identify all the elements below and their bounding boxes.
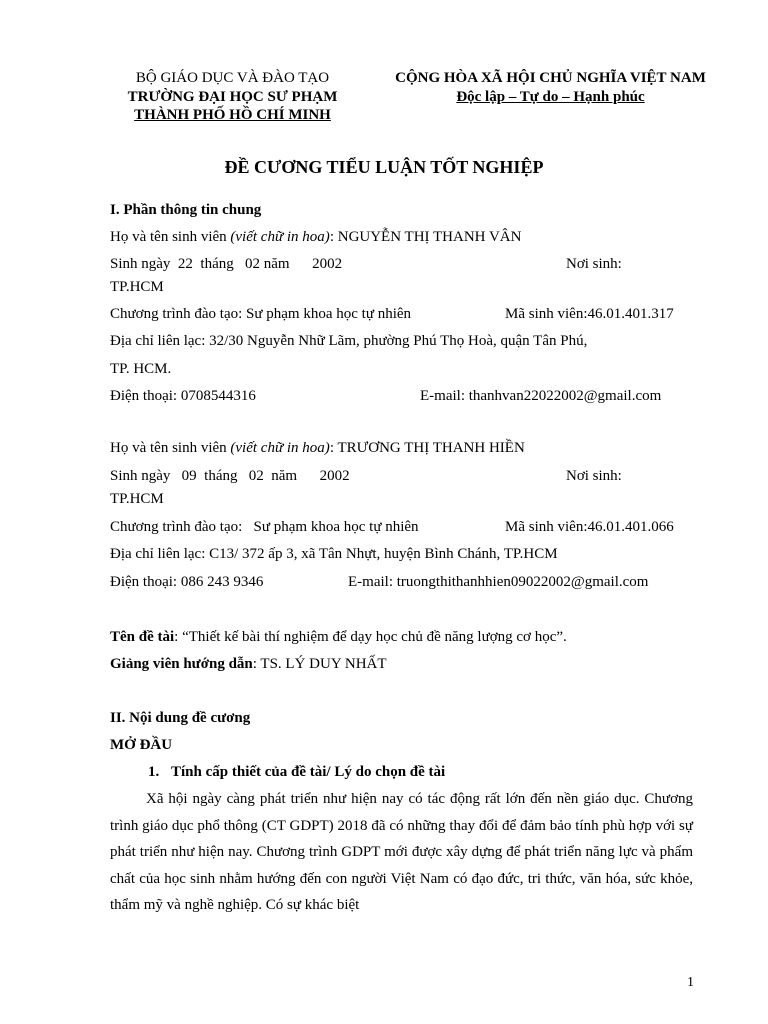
- student1-address-line2: TP. HCM.: [110, 361, 172, 377]
- topic-line: [110, 628, 567, 646]
- student1-program: Chương trình đào tạo: Sư phạm khoa học tự nhiên: [110, 306, 412, 322]
- student2-address: Địa chỉ liên lạc: C13/ 372 ấp 3, xã Tân Nhựt, huyện Bình Chánh, TP.HCM: [110, 546, 558, 562]
- student2-email: E-mail: truongthithanhhien09022002@gmail.com: [348, 574, 649, 590]
- advisor-label: Giảng viên hướng dẫn: [110, 656, 253, 672]
- topic-label: Tên đề tài: [110, 629, 175, 645]
- advisor-line: [110, 655, 387, 673]
- student1-name-hint: (viết chữ in hoa): [230, 229, 330, 245]
- student2-name-hint: (viết chữ in hoa): [230, 440, 330, 456]
- section2-heading: II. Nội dung đề cương: [110, 710, 251, 726]
- student1-name-line: [110, 228, 521, 246]
- university-name-line1: TRƯỜNG ĐẠI HỌC SƯ PHẠM: [127, 89, 338, 105]
- student1-id: Mã sinh viên:46.01.401.317: [505, 306, 674, 322]
- ministry-name: BỘ GIÁO DỤC VÀ ĐÀO TẠO: [135, 70, 330, 86]
- national-motto-text: Độc lập – Tự do – Hạnh phúc: [456, 89, 645, 105]
- student1-phone: Điện thoại: 0708544316: [110, 388, 256, 404]
- student1-name-value: : NGUYỄN THỊ THANH VÂN: [329, 229, 522, 245]
- student1-address-line1: Địa chỉ liên lạc: 32/30 Nguyễn Nhữ Lãm, phường Phú Thọ Hoà, quận Tân Phú,: [110, 333, 588, 349]
- university-name-line2-text: THÀNH PHỐ HỒ CHÍ MINH: [134, 107, 331, 123]
- introduction-heading: MỞ ĐẦU: [110, 737, 173, 753]
- body-paragraph: Xã hội ngày càng phát triển như hiện nay có tác động rất lớn đến nền giáo dục. Chương trình giáo dục phổ thông (CT GDPT) 2018 đã có những thay đổi để đảm bảo tính phù hợp với sự phát triển như hiện nay. Chương trình GDPT mới được xây dựng để phát triển năng lực và phẩm chất của học sinh nhằm hướng đến con người Việt Nam có đạo đức, tri thức, văn hóa, sức khỏe, thẩm mỹ và nghề nghiệp. Có sự khác biệt: [110, 791, 693, 913]
- student2-program: Chương trình đào tạo: Sư phạm khoa học tự nhiên: [110, 519, 419, 535]
- page-number: 1: [687, 975, 694, 990]
- student2-birthplace-label: Nơi sinh:: [566, 468, 622, 484]
- student2-name-label: Họ và tên sinh viên: [110, 440, 231, 456]
- section1-heading: I. Phần thông tin chung: [110, 202, 262, 218]
- student2-birthplace-value: TP.HCM: [110, 491, 164, 507]
- student1-birthplace-value: TP.HCM: [110, 279, 164, 295]
- topic-value: : “Thiết kế bài thí nghiệm để dạy học chủ đề năng lượng cơ học”.: [174, 629, 567, 645]
- national-motto: [378, 88, 723, 106]
- student1-dob: Sinh ngày 22 tháng 02 năm 2002: [110, 256, 343, 272]
- university-name-line2: [95, 106, 370, 124]
- item1-title: Tính cấp thiết của đề tài/ Lý do chọn đề tài: [171, 764, 446, 780]
- item1-number: 1.: [148, 764, 160, 780]
- student1-name-label: Họ và tên sinh viên: [110, 229, 231, 245]
- student2-id: Mã sinh viên:46.01.401.066: [505, 519, 674, 535]
- student2-phone: Điện thoại: 086 243 9346: [110, 574, 264, 590]
- advisor-value: : TS. LÝ DUY NHẤT: [252, 656, 387, 672]
- student1-birthplace-label: Nơi sinh:: [566, 256, 622, 272]
- national-title: CỘNG HÒA XÃ HỘI CHỦ NGHĨA VIỆT NAM: [395, 70, 706, 86]
- document-title: ĐỀ CƯƠNG TIỂU LUẬN TỐT NGHIỆP: [224, 157, 544, 177]
- student2-name-line: [110, 439, 525, 457]
- student2-name-value: : TRƯƠNG THỊ THANH HIỀN: [329, 440, 525, 456]
- student2-dob: Sinh ngày 09 tháng 02 năm 2002: [110, 468, 350, 484]
- student1-email: E-mail: thanhvan22022002@gmail.com: [420, 388, 662, 404]
